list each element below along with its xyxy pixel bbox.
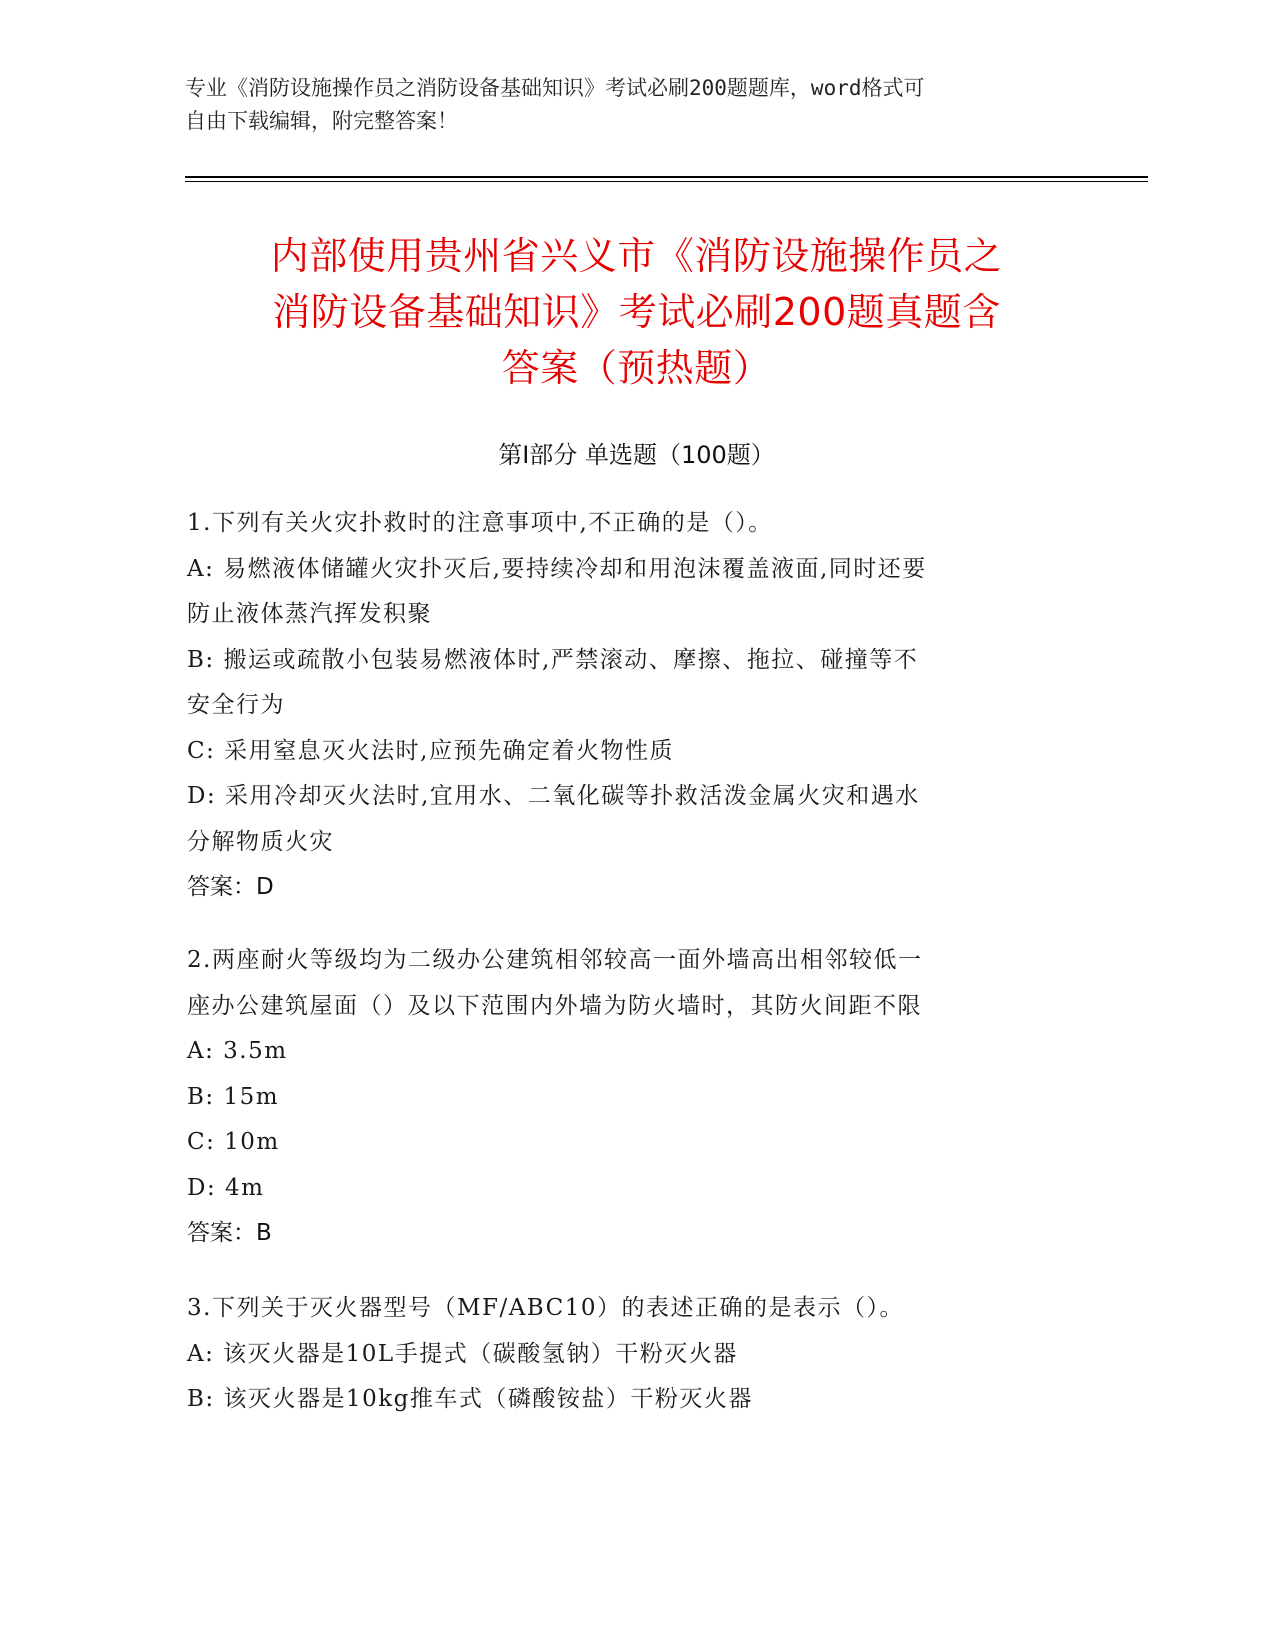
question-3 xyxy=(187,1286,1067,1423)
question-stem-line-1: 2.两座耐火等级均为二级办公建筑相邻较高一面外墙高出相邻较低一 xyxy=(187,947,923,973)
header-divider-thick xyxy=(185,176,1148,178)
option-b: B: 该灭火器是10kg推车式（磷酸铵盐）干粉灭火器 xyxy=(187,1386,753,1412)
question-stem: 3.下列关于灭火器型号（MF/ABC10）的表述正确的是表示（）。 xyxy=(187,1295,905,1321)
header-divider-thin xyxy=(185,181,1148,182)
answer: 答案：B xyxy=(187,1220,272,1246)
title-line-3: 答案（预热题） xyxy=(501,346,772,390)
option-d: D: 4m xyxy=(187,1174,265,1201)
option-b: B: 15m xyxy=(187,1083,280,1110)
header-note-line-1: 专业《消防设施操作员之消防设备基础知识》考试必刷200题题库，word格式可 xyxy=(185,76,925,100)
header-note-line-2: 自由下载编辑，附完整答案！ xyxy=(185,109,458,133)
title-line-1: 内部使用贵州省兴义市《消防设施操作员之 xyxy=(270,234,1003,278)
question-2 xyxy=(187,938,1067,1257)
title-line-2: 消防设备基础知识》考试必刷200题真题含 xyxy=(272,290,1001,334)
question-stem: 1.下列有关火灾扑救时的注意事项中,不正确的是（）。 xyxy=(187,510,773,536)
option-b-line-1: B: 搬运或疏散小包装易燃液体时,严禁滚动、摩擦、拖拉、碰撞等不 xyxy=(187,646,919,673)
answer: 答案：D xyxy=(187,874,274,900)
option-c: C: 采用窒息灭火法时,应预先确定着火物性质 xyxy=(187,737,674,764)
option-c: C: 10m xyxy=(187,1129,280,1155)
option-a-line-2: 防止液体蒸汽挥发积聚 xyxy=(187,601,432,627)
question-1 xyxy=(187,501,1067,911)
option-a: A: 3.5m xyxy=(187,1038,288,1064)
option-a-line-1: A: 易燃液体储罐火灾扑灭后,要持续冷却和用泡沫覆盖液面,同时还要 xyxy=(187,555,927,582)
option-d-line-2: 分解物质火灾 xyxy=(187,828,334,855)
option-b-line-2: 安全行为 xyxy=(187,692,285,718)
header-note xyxy=(185,72,1085,138)
section-heading: 第Ⅰ部分 单选题（100题） xyxy=(498,441,775,469)
question-stem-line-2: 座办公建筑屋面（）及以下范围内外墙为防火墙时，其防火间距不限 xyxy=(187,992,922,1019)
document-title xyxy=(185,228,1088,396)
option-d-line-1: D: 采用冷却灭火法时,宜用水、二氧化碳等扑救活泼金属火灾和遇水 xyxy=(187,783,920,809)
option-a: A: 该灭火器是10L手提式（碳酸氢钠）干粉灭火器 xyxy=(187,1340,738,1367)
